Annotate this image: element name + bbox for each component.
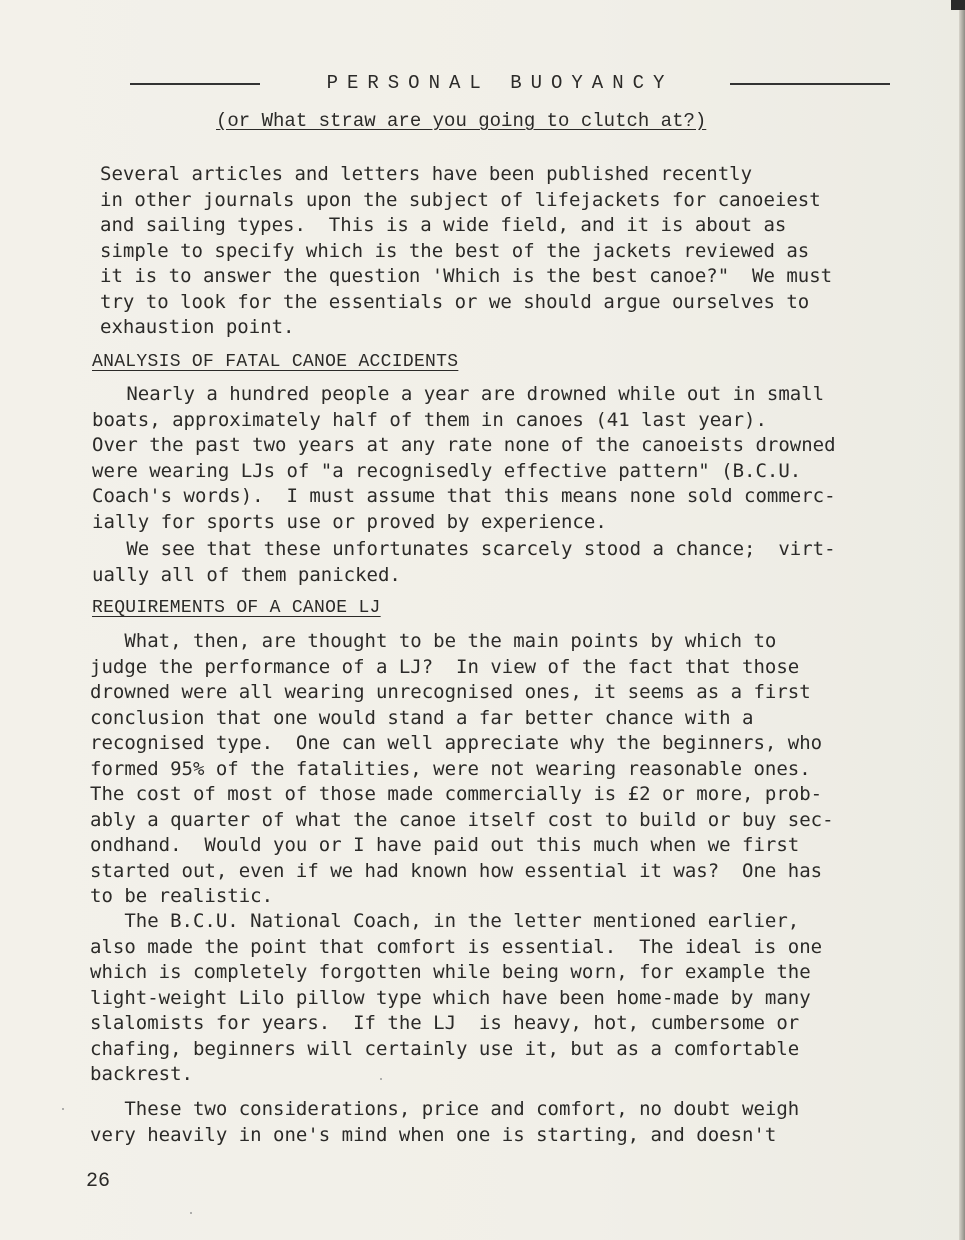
paper-speck xyxy=(380,1078,382,1080)
section-heading-analysis: ANALYSIS OF FATAL CANOE ACCIDENTS xyxy=(92,352,459,372)
intro-paragraph: Several articles and letters have been published recently in other journals upon the subject of lifejackets for canoeiest and sailing types. This is a wide field, and it is about as simple to specify which is the best of the jackets reviewed as it is to answer the question 'Which is the best canoe?" We must try to look for the essentials or we should argue ourselves to exhaustion point. xyxy=(100,163,833,338)
requirements-paragraph-3: These two considerations, price and comfort, no doubt weigh very heavily in one's mind when one is starting, and doesn't xyxy=(90,1098,800,1146)
page-title: PERSONAL BUOYANCY xyxy=(326,72,674,94)
page-number: 26 xyxy=(86,1170,111,1193)
title-row xyxy=(130,72,890,96)
paper-speck xyxy=(62,1108,64,1110)
requirements-paragraph-2: The B.C.U. National Coach, in the letter mentioned earlier, also made the point that comfort is essential. The ideal is one which is completely forgotten while being worn, for example the light-weight Lilo pillow type which have been home-made by many slalomists for years. If the LJ is heavy, hot, cumbersome or chafing, beginners will certainly use it, but as a comfortable backrest. xyxy=(90,910,823,1085)
analysis-paragraph-1: Nearly a hundred people a year are drowned while out in small boats, approximately half of them in canoes (41 last year). Over the past two years at any rate none of the canoeists drowned were wearing LJs of "a recognisedly effective pattern" (B.C.U. Coach's words). I must assume that this means none sold commerc- ially for sports use or proved by experience. xyxy=(92,383,836,533)
title-rule-right xyxy=(730,83,890,85)
paper-speck xyxy=(190,1212,192,1214)
page-edge-shadow xyxy=(959,0,965,1240)
requirements-paragraph-1: What, then, are thought to be the main points by which to judge the performance of a LJ? In view of the fact that those drowned were all wearing unrecognised ones, it seems as a first conclusion that one would stand a far better chance with a recognised type. One can well appreciate why the beginners, who formed 95% of the fatalities, were not wearing reasonable ones. The cost of most of those made commercially is £2 or more, prob- ably a quarter of what the canoe itself cost to build or buy sec- ondhand. Would you or I have paid out this much when we first started out, even if we had known how essential it was? One has to be realistic. xyxy=(90,630,834,907)
analysis-paragraph-2: We see that these unfortunates scarcely stood a chance; virt- ually all of them panicked. xyxy=(92,538,836,586)
corner-mark xyxy=(951,0,965,10)
title-rule-left xyxy=(130,83,260,85)
section-heading-requirements: REQUIREMENTS OF A CANOE LJ xyxy=(92,598,381,618)
page-subtitle: (or What straw are you going to clutch at?) xyxy=(216,110,707,132)
